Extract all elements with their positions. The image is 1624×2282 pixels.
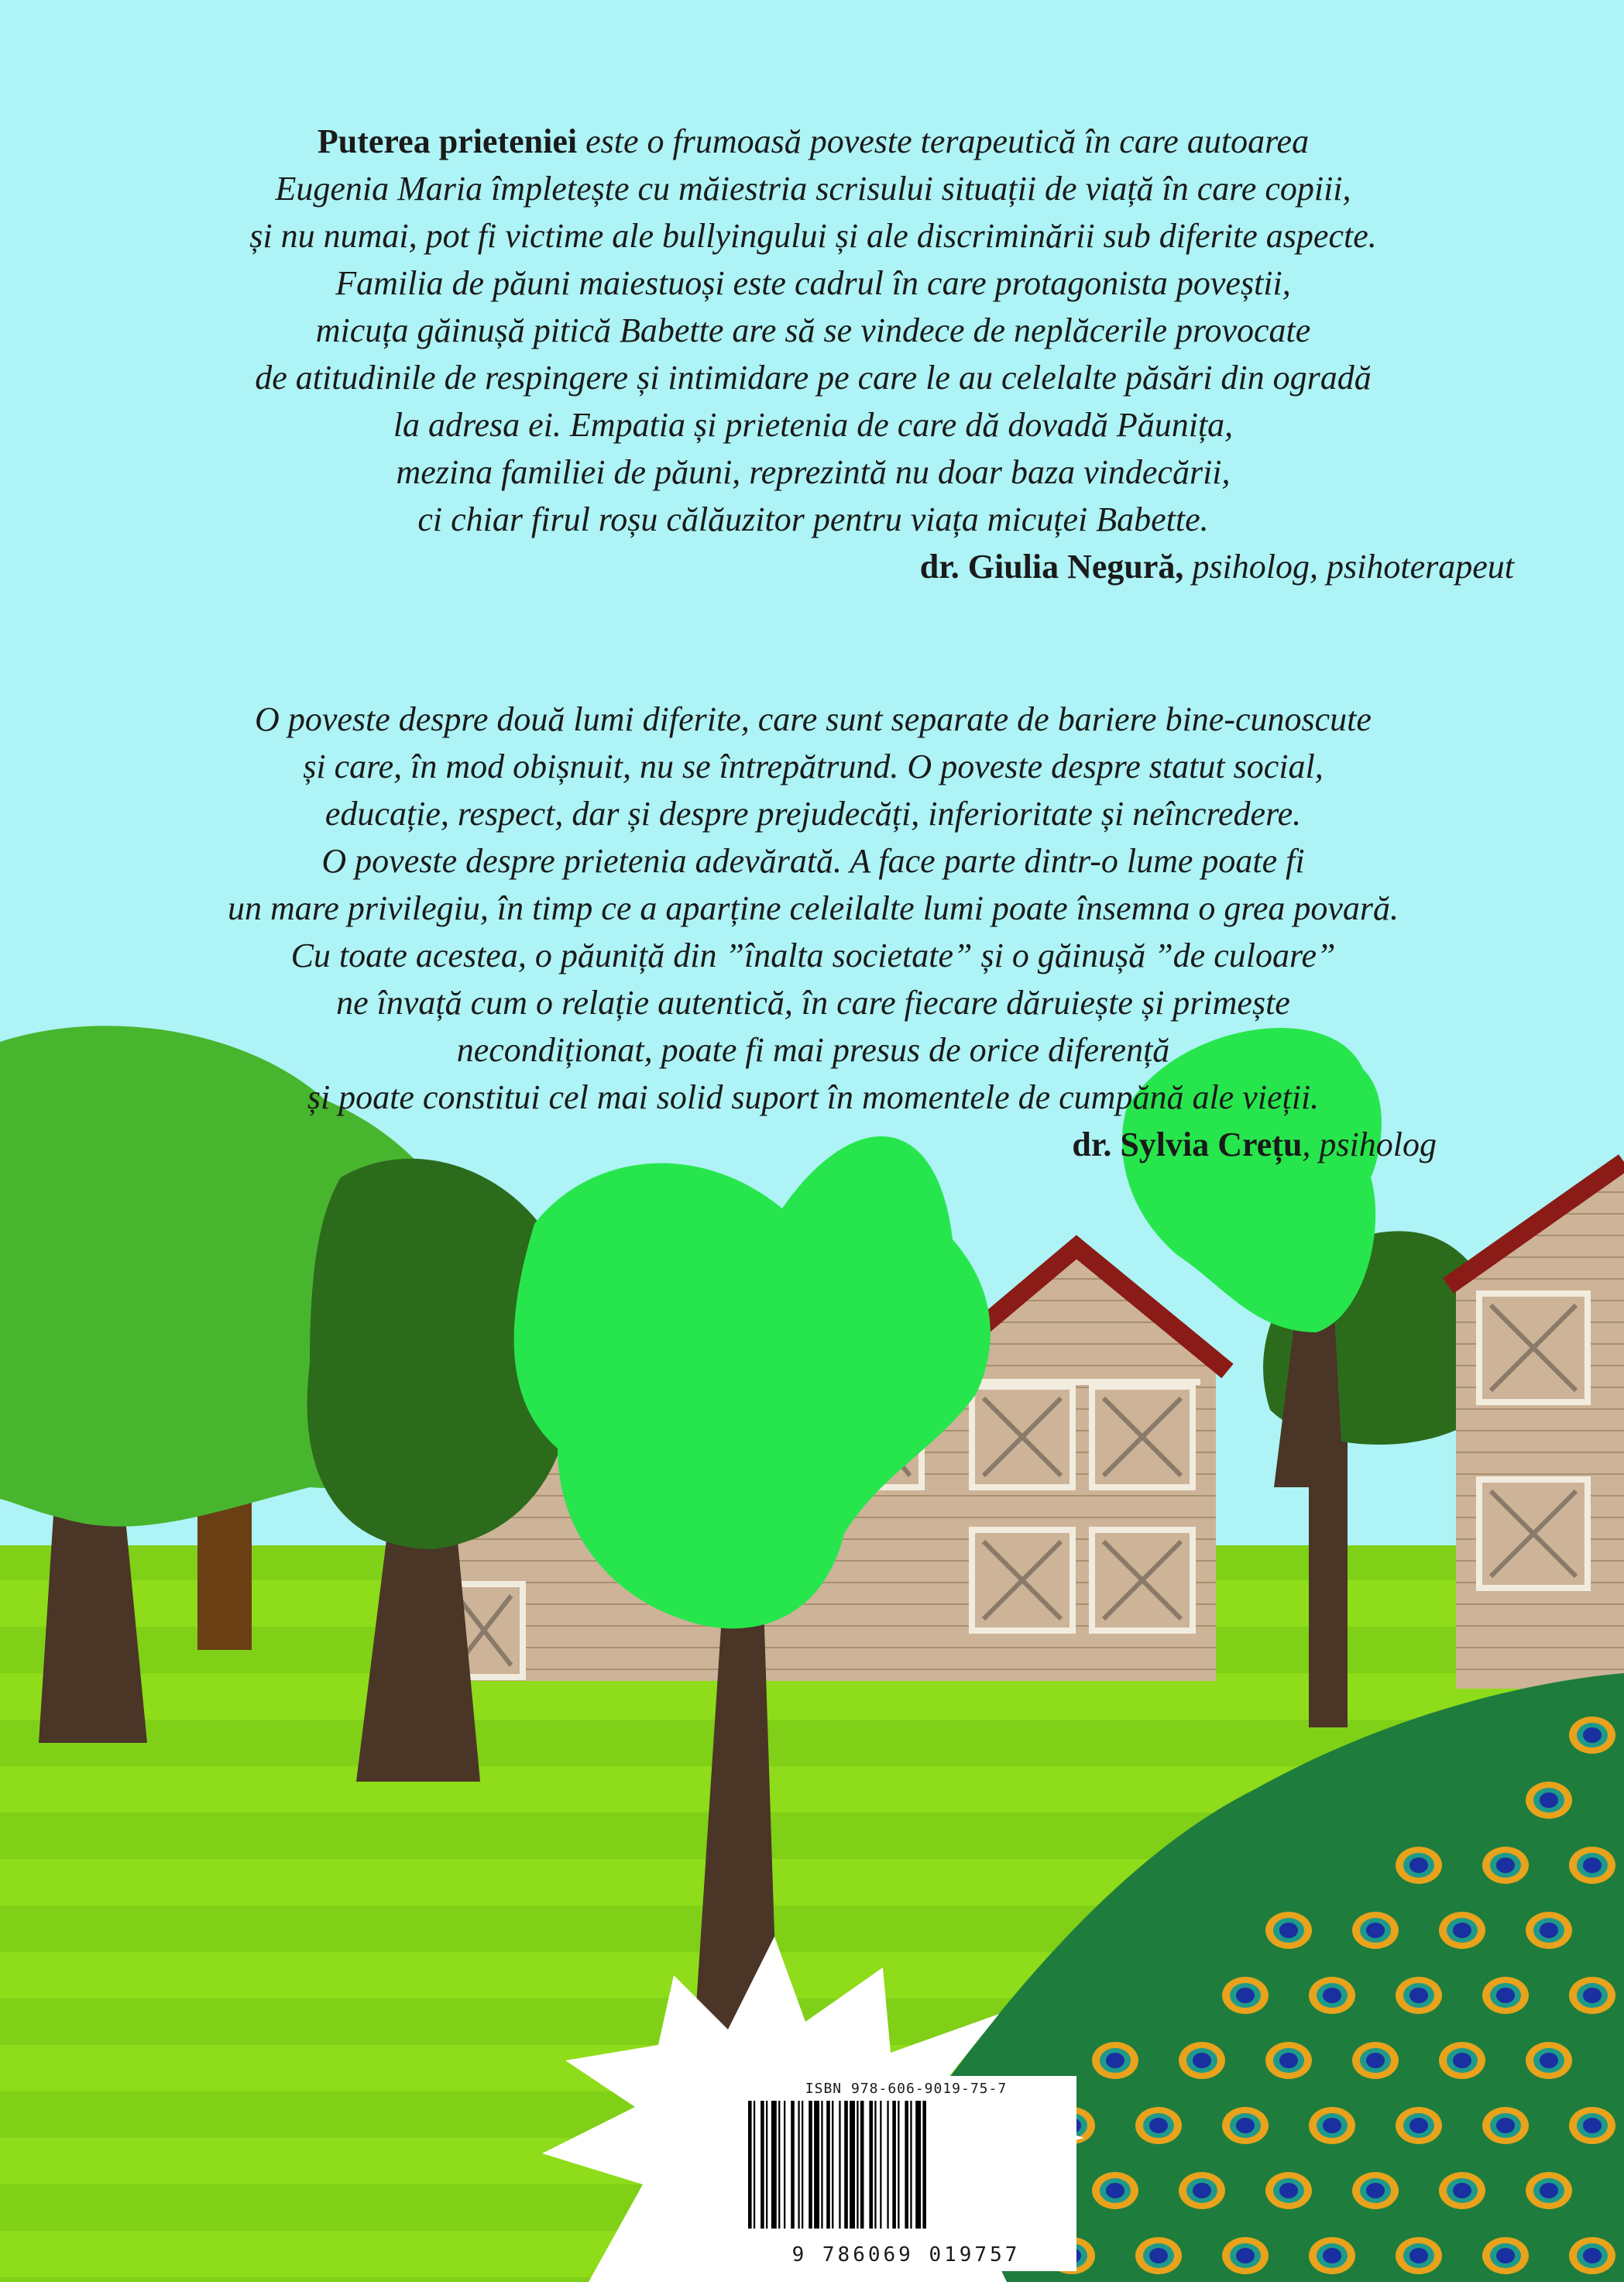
peacock-feather-eye [1569, 1977, 1615, 2014]
peacock-feather-eye [1309, 1977, 1355, 2014]
blurb-line: educație, respect, dar și despre prejudecăți, inferioritate și neîncredere. [324, 795, 1302, 833]
barcode-bars [743, 2101, 1069, 2232]
barcode-digits: 9 786069 019757 [791, 2243, 1021, 2267]
barcode-bar [898, 2101, 899, 2229]
blurb-line: O poveste despre două lumi diferite, care sunt separate de bariere bine-cunoscute [255, 700, 1372, 738]
blurb-line: de atitudinile de respingere și intimidare pe care le au celelalte păsări din ogradă [255, 359, 1372, 397]
peacock-feather-eye [1482, 2107, 1529, 2144]
barcode-bar [760, 2101, 764, 2229]
barcode-bar [880, 2101, 881, 2229]
peacock-feather-eye [1222, 2237, 1269, 2274]
peacock-feather-eye [1526, 2042, 1572, 2079]
barcode-bar [860, 2101, 864, 2229]
barcode-bar [771, 2101, 777, 2229]
blurb-line: și poate constitui cel mai solid suport în momentele de cumpănă ale vieții. [307, 1078, 1320, 1116]
peacock-feather-eye [1352, 1912, 1399, 1949]
barcode-bar [748, 2101, 752, 2229]
signature-title: psiholog, psihoterapeut [1183, 548, 1514, 586]
barcode-bar [844, 2101, 848, 2229]
peacock-feather-eye [1482, 1977, 1529, 2014]
peacock-feather-eye [1569, 2107, 1615, 2144]
blurb-line: Eugenia Maria împletește cu măiestria scrisului situații de viață în care copiii, [275, 170, 1351, 208]
peacock-feather-eye [1092, 2042, 1138, 2079]
blurb-line: Puterea prieteniei este o frumoasă poveste terapeutică în care autoarea [317, 122, 1310, 160]
blurb-line: și care, în mod obișnuit, nu se întrepătrund. O poveste despre statut social, [303, 747, 1324, 785]
peacock-feather-eye [1309, 2237, 1355, 2274]
signature [93, 543, 1533, 590]
isbn-barcode [736, 2076, 1076, 2271]
blurb-line: Cu toate acestea, o păuniță din ”înalta societate” și o găinușă ”de culoare” [290, 937, 1336, 974]
peacock-feather-eye [1439, 2172, 1485, 2209]
peacock-feather-eye [1439, 2042, 1485, 2079]
peacock-feather-eye [1092, 2172, 1138, 2209]
barcode-bar [869, 2101, 873, 2229]
peacock-feather-eye [1482, 2237, 1529, 2274]
peacock-feather-eye [1352, 2042, 1399, 2079]
peacock-feather-eye [1396, 1847, 1442, 1884]
barcode-bar [821, 2101, 822, 2229]
barcode-bar [850, 2101, 855, 2229]
peacock-feather-eye [1396, 2237, 1442, 2274]
peacock-feather-eye [1526, 1782, 1572, 1819]
barcode-bar [814, 2101, 819, 2229]
signature-name: dr. Giulia Negură, [919, 548, 1184, 586]
barcode-bar [905, 2101, 908, 2229]
barcode-bar [784, 2101, 785, 2229]
signature [93, 1121, 1533, 1168]
peacock-feather-eye [1309, 2107, 1355, 2144]
barcode-bar [915, 2101, 921, 2229]
testimonial-cretu [93, 696, 1533, 1168]
barcode-bar [832, 2101, 833, 2229]
barcode-bar [887, 2101, 888, 2229]
peacock-feather-eye [1135, 2237, 1182, 2274]
peacock-feather-eye [1439, 1912, 1485, 1949]
barcode-bar [802, 2101, 803, 2229]
isbn-label: ISBN 978-606-9019-75-7 [805, 2081, 1008, 2097]
barcode-bar [791, 2101, 795, 2229]
barcode-bar [798, 2101, 799, 2229]
blurb-line: ci chiar firul roșu călăuzitor pentru viața micuței Babette. [417, 500, 1209, 538]
peacock-feather-eye [1396, 1977, 1442, 2014]
peacock-feather-eye [1222, 2107, 1269, 2144]
peacock-feather-eye [1526, 2172, 1572, 2209]
barcode-bar [766, 2101, 767, 2229]
barcode-bar [922, 2101, 926, 2229]
peacock-feather-eye [1569, 1847, 1615, 1884]
blurb-line: O poveste despre prietenia adevărată. A face parte dintr-o lume poate fi [321, 842, 1305, 880]
blurb-line: mezina familiei de păuni, reprezintă nu doar baza vindecării, [396, 453, 1231, 491]
barcode-bar [809, 2101, 812, 2229]
peacock-feather-eye [1352, 2172, 1399, 2209]
peacock-feather-eye [1179, 2042, 1225, 2079]
peacock-feather-eye [1265, 2042, 1312, 2079]
barcode-bar [778, 2101, 780, 2229]
peacock-feather-eye [1179, 2172, 1225, 2209]
signature-title: , psiholog [1302, 1126, 1437, 1163]
blurb-line: la adresa ei. Empatia și prietenia de care dă dovadă Păunița, [393, 406, 1234, 444]
testimonial-negura [93, 118, 1533, 590]
barcode-bar [857, 2101, 858, 2229]
peacock-feather-eye [1222, 1977, 1269, 2014]
blurb-line: necondiționat, poate fi mai presus de orice diferență [456, 1031, 1170, 1069]
blurb-line: un mare privilegiu, în timp ce a aparține celeilalte lumi poate însemna o grea povară. [227, 889, 1399, 927]
barcode-bar [754, 2101, 755, 2229]
peacock-feather-eye [1265, 1912, 1312, 1949]
barcode-bar [826, 2101, 830, 2229]
peacock-feather-eye [1482, 1847, 1529, 1884]
blurb-line: Familia de păuni maiestuoși este cadrul în care protagonista poveștii, [335, 264, 1291, 302]
blurb-line: micuța găinușă pitică Babette are să se vindece de neplăcerile provocate [315, 311, 1311, 349]
barcode-bar [874, 2101, 876, 2229]
barcode-bar [910, 2101, 912, 2229]
signature-name: dr. Sylvia Crețu [1072, 1126, 1303, 1163]
peacock-feather-eye [1526, 1912, 1572, 1949]
blurb-line: ne învață cum o relație autentică, în care fiecare dăruiește și primește [336, 984, 1290, 1022]
barcode-bar [839, 2101, 840, 2229]
peacock-feather-eye [1396, 2107, 1442, 2144]
barcode-bar [892, 2101, 896, 2229]
peacock-feather-eye [1265, 2172, 1312, 2209]
peacock-feather-eye [1135, 2107, 1182, 2144]
peacock-feather-eye [1569, 1717, 1615, 1754]
blurb-line: și nu numai, pot fi victime ale bullyingului și ale discriminării sub diferite aspecte. [249, 217, 1377, 255]
peacock-feather-eye [1569, 2237, 1615, 2274]
